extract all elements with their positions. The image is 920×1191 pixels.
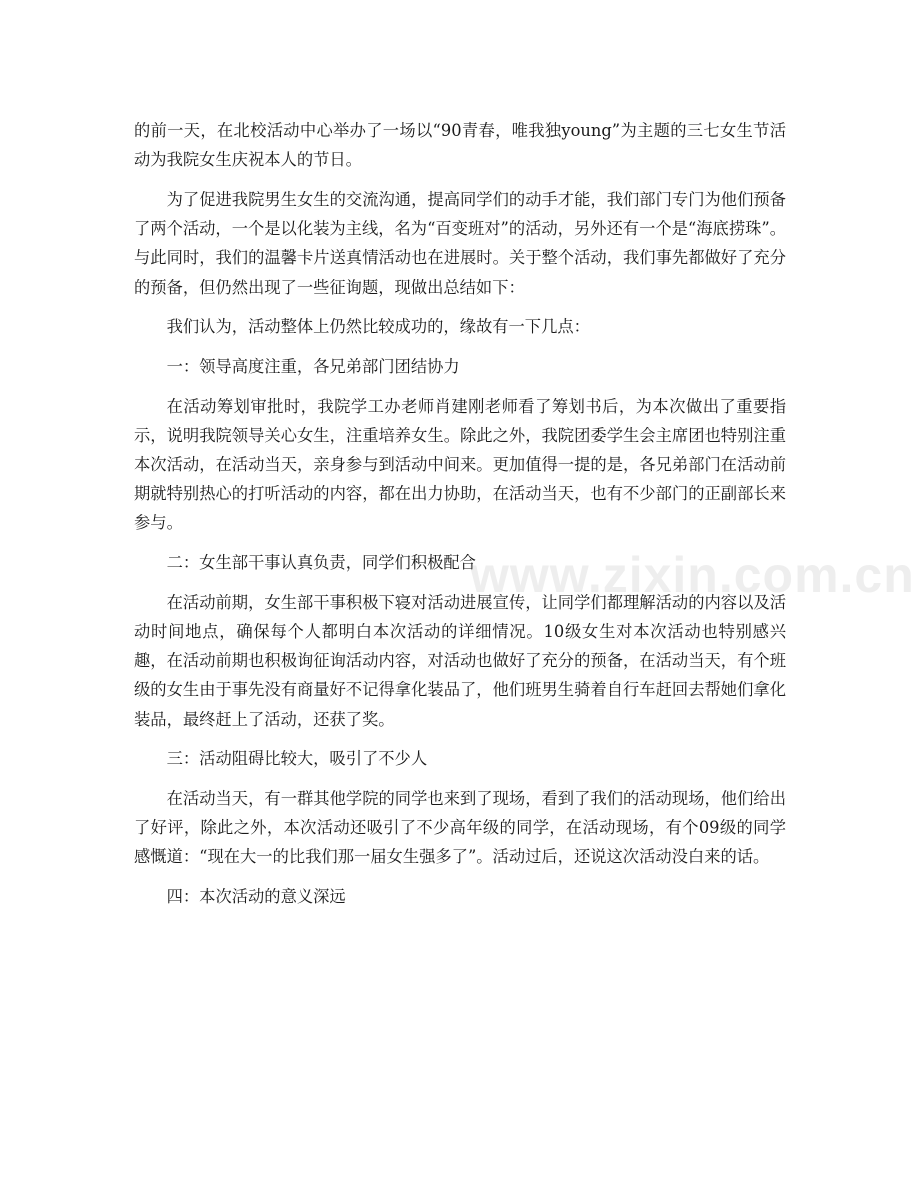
paragraph-point-one: 在活动筹划审批时，我院学工办老师肖建刚老师看了筹划书后，为本次做出了重要指示，说明我院领导关心女生，注重培养女生。除此之外，我院团委学生会主席团也特别注重本次活动，在活动当天，亲身参与到活动中间来。更加值得一提的是，各兄弟部门在活动前期就特别热心的打听活动的内容，都在出力协助，在活动当天，也有不少部门的正副部长来参与。 <box>134 396 786 533</box>
heading-point-one: 一：领导高度注重，各兄弟部门团结协力 <box>166 356 460 376</box>
document-body <box>134 116 786 922</box>
heading-point-four: 四：本次活动的意义深远 <box>166 887 346 907</box>
paragraph-point-two: 在活动前期，女生部干事积极下寝对活动进展宣传，让同学们都理解活动的内容以及活动时间地点，确保每个人都明白本次活动的详细情况。10级女生对本次活动也特别感兴趣，在活动前期也积极询征询活动内容，对活动也做好了充分的预备，在活动当天，有个班级的女生由于事先没有商量好不记得拿化装品了，他们班男生骑着自行车赶回去帮她们拿化装品，最终赶上了活动，还获了奖。 <box>134 592 786 729</box>
paragraph-point-three: 在活动当天，有一群其他学院的同学也来到了现场，看到了我们的活动现场，他们给出了好评，除此之外，本次活动还吸引了不少高年级的同学，在活动现场，有个09级的同学感慨道：“现在大一的比我们那一届女生强多了”。活动过后，还说这次活动没白来的话。 <box>134 789 786 867</box>
paragraph-continued: 的前一天，在北校活动中心举办了一场以“90青春，唯我独young”为主题的三七女生节活动为我院女生庆祝本人的节日。 <box>134 121 786 170</box>
heading-point-three: 三：活动阻碍比较大，吸引了不少人 <box>166 749 428 769</box>
paragraph-activities: 为了促进我院男生女生的交流沟通，提高同学们的动手才能，我们部门专门为他们预备了两个活动，一个是以化装为主线，名为“百变班对”的活动，另外还有一个是“海底捞珠”。与此同时，我们的温馨卡片送真情活动也在进展时。关于整个活动，我们事先都做好了充分的预备，但仍然出现了一些征询题，现做出总结如下： <box>134 189 786 297</box>
paragraph-summary-intro: 我们认为，活动整体上仍然比较成功的，缘故有一下几点： <box>166 317 590 337</box>
heading-point-two: 二：女生部干事认真负责，同学们积极配合 <box>166 553 476 573</box>
watermark: www.zixin.com.cn <box>470 547 915 603</box>
